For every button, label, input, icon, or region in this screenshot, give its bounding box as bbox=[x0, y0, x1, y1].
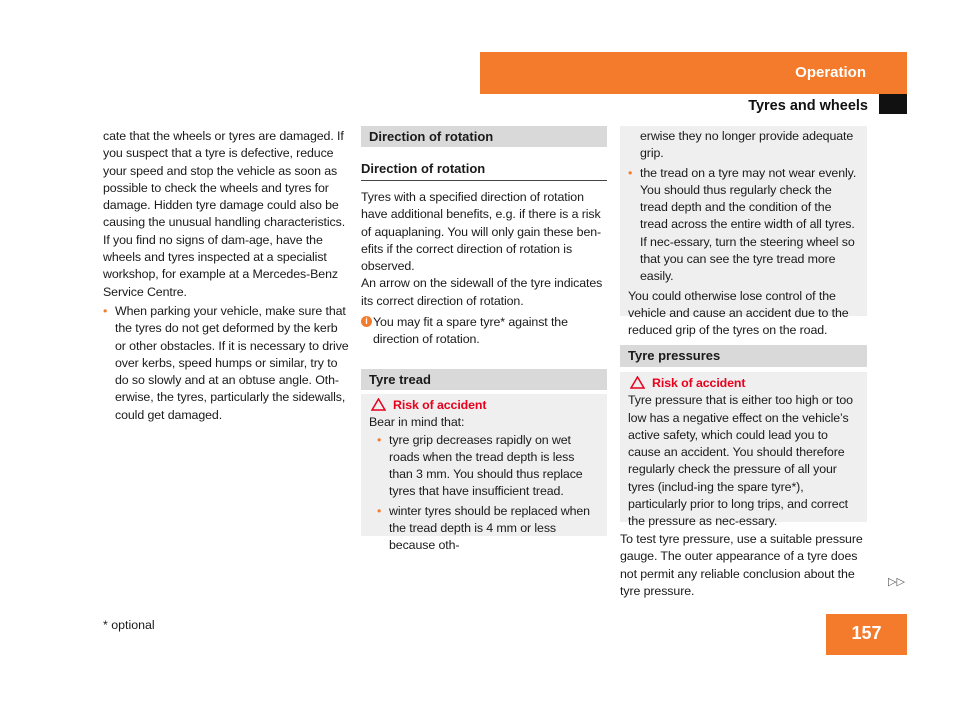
footnote: * optional bbox=[103, 618, 155, 632]
info-note bbox=[361, 314, 607, 349]
bullet-icon: • bbox=[103, 303, 108, 318]
column-2-text bbox=[361, 189, 607, 349]
paragraph: erwise they no longer provide adequate grip. bbox=[640, 129, 854, 161]
warning-icon bbox=[630, 376, 645, 389]
list-item bbox=[377, 503, 601, 555]
info-text: You may fit a spare tyre* against the direction of rotation. bbox=[373, 315, 568, 347]
bullet-icon: • bbox=[377, 432, 382, 447]
chapter-title: Tyres and wheels bbox=[748, 98, 868, 114]
section-tab bbox=[480, 52, 907, 94]
page-number: 157 bbox=[851, 623, 882, 643]
paragraph: Tyres with a specified direction of rotation have additional benefits, e.g. if there is a risk of aquaplaning. You will only gain these ben-efits if the correct direction of rotation is observed. bbox=[361, 190, 602, 274]
header-marker bbox=[879, 94, 907, 114]
section-heading: Direction of rotation bbox=[361, 126, 607, 147]
list-item-text: the tread on a tyre may not wear evenly. You should thus regularly check the tread depth and the condition of the tread across the entire width of all tyres. If nec-essary, turn the steering wheel so that you can see the tyre tread more easily. bbox=[640, 165, 857, 284]
continue-marker: ▷▷ bbox=[888, 576, 905, 588]
warning-box bbox=[361, 394, 607, 553]
warning-intro: Bear in mind that: bbox=[369, 415, 465, 430]
list-item-text: winter tyres should be replaced when the tread depth is 4 mm or less because oth- bbox=[389, 503, 590, 553]
list-item bbox=[377, 432, 601, 501]
paragraph: An arrow on the sidewall of the tyre indicates its correct direction of rotation. bbox=[361, 276, 603, 308]
warning-box bbox=[620, 372, 867, 529]
warning-box-continued bbox=[620, 126, 867, 338]
warning-title: Risk of accident bbox=[369, 397, 601, 414]
list-item bbox=[628, 165, 861, 286]
warning-icon bbox=[371, 398, 386, 411]
paragraph: You could otherwise lose control of the vehicle and cause an accident due to the reduced grip of the tyres on the road. bbox=[628, 288, 849, 338]
paragraph: To test tyre pressure, use a suitable pressure gauge. The outer appearance of a tyre does not permit any reliable conclusion about the tyre pressure. bbox=[620, 532, 863, 598]
bullet-icon: • bbox=[377, 503, 382, 518]
list-item-text: When parking your vehicle, make sure that the tyres do not get deformed by the kerb or other obstacles. If it is necessary to drive over kerbs, speed humps or similar, try to do so slowly and at an obtuse angle. Oth-erwise, the tyres, particularly the sidewalls, could get damaged. bbox=[115, 303, 349, 422]
paragraph: cate that the wheels or tyres are damaged. If you suspect that a tyre is defective, reduce your speed and stop the vehicle as soon as possible to check the wheels and tyres for damage. Hidden tyre damage could also be causing the unusual handling characteristics. If you find no signs of dam-age, have the wheels and tyres inspected at a specialist workshop, for example at a Mercedes-Benz Service Centre. bbox=[103, 129, 346, 299]
page-number-box bbox=[826, 614, 907, 655]
subheading: Direction of rotation bbox=[361, 161, 607, 181]
section-heading: Tyre tread bbox=[361, 369, 607, 390]
section-title: Operation bbox=[795, 64, 866, 81]
warning-title: Risk of accident bbox=[628, 375, 861, 392]
column-1 bbox=[103, 128, 349, 424]
info-icon: i bbox=[361, 316, 372, 327]
list-item bbox=[103, 303, 349, 424]
section-heading: Tyre pressures bbox=[620, 345, 867, 367]
warning-text: Tyre pressure that is either too high or too low has a negative effect on the vehicle’s active safety, which could lead you to cause an accident. You should therefore regularly check the pressure of all your tyres (includ-ing the spare tyre*), particularly prior to long trips, and correct the pressure as nec-essary. bbox=[628, 393, 853, 529]
bullet-icon: • bbox=[628, 165, 633, 180]
list-item-text: tyre grip decreases rapidly on wet roads when the tread depth is less than 3 mm. You should thus replace tyres that have insufficient tread. bbox=[389, 432, 583, 499]
